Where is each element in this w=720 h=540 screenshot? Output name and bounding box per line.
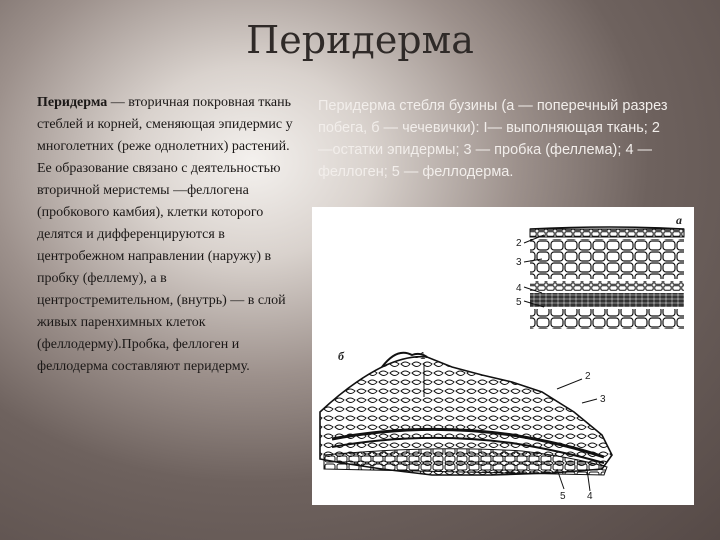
panel-a-label: а <box>676 213 682 227</box>
panel-b-label: б <box>338 349 344 363</box>
panel-a-num-5: 5 <box>516 297 522 308</box>
panel-b-num-1: 1 <box>420 351 426 362</box>
panel-b-num-4: 4 <box>587 491 593 502</box>
slide-title: Перидерма <box>246 18 474 62</box>
figure-caption: Перидерма стебля бузины (а — поперечный разрез побега, б — чечевички): I— выполняющая ткань; 2 —остатки эпидермы; 3 — пробка (феллема); 4 — феллоген; 5 — феллодерма. <box>318 98 668 180</box>
panel-b-num-3: 3 <box>600 394 606 405</box>
panel-a-num-2: 2 <box>516 238 522 249</box>
panel-a <box>524 227 684 329</box>
panel-a-num-4: 4 <box>516 283 522 294</box>
periderm-drawing <box>312 207 694 505</box>
body-definition: — вторичная покровная ткань стеблей и корней, сменяющая эпидермис у многолетних (реже однолетних) растений. Ее образование связано с деятельностью вторичной меристемы —феллогена (пробкового камбия), клетки которого делятся и дифференцируются в центробежном направлении (наружу) в пробку (феллему), а в центростремительном, (внутрь) — в слой живых паренхимных клеток (феллодерму).Пробка, феллоген и феллодерма составляют перидерму. <box>37 95 293 374</box>
panel-a-num-3: 3 <box>516 257 522 268</box>
panel-b-num-5: 5 <box>560 491 566 502</box>
panel-b <box>320 353 612 491</box>
periderm-illustration <box>312 207 694 505</box>
body-term: Перидерма <box>37 95 108 110</box>
panel-b-num-2: 2 <box>585 371 591 382</box>
body-text <box>37 92 299 378</box>
